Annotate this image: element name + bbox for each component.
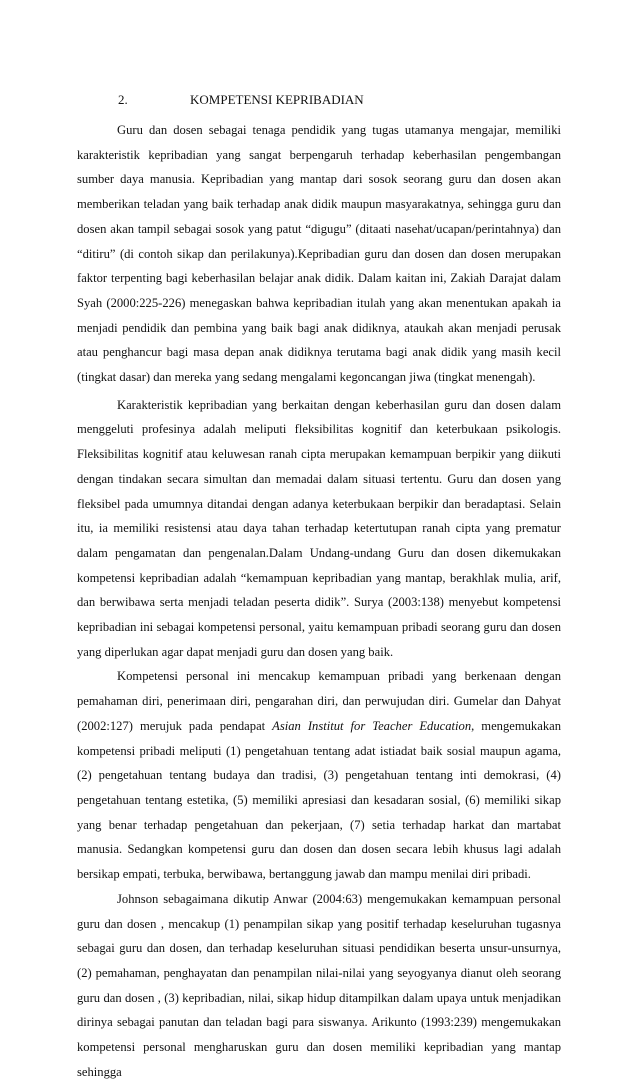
paragraph-1: Guru dan dosen sebagai tenaga pendidik yang tugas utamanya mengajar, memiliki karakteristik kepribadian yang sangat berpengaruh terhadap keberhasilan pengembangan sumber daya manusia. Kepribadian yang mantap dari sosok seorang guru dan dosen akan memberikan teladan yang baik terhadap anak didik maupun masyarakatnya, sehingga guru dan dosen akan tampil sebagai sosok yang patut “digugu” (ditaati nasehat/ucapan/perintahnya) dan “ditiru” (di contoh sikap dan perilakunya).Kepribadian guru dan dosen dan dosen merupakan faktor terpenting bagi keberhasilan belajar anak didik. Dalam kaitan ini, Zakiah Darajat dalam Syah (2000:225-226) menegaskan bahwa kepribadian itulah yang akan menentukan apakah ia menjadi pendidik dan pembina yang baik bagi anak didiknya, ataukah akan menjadi perusak atau penghancur bagi masa depan anak didiknya terutama bagi anak didik yang masih kecil (tingkat dasar) dan mereka yang sedang mengalami kegoncangan jiwa (tingkat menengah). xyxy=(77,123,561,385)
section-title: KOMPETENSI KEPRIBADIAN xyxy=(190,92,364,107)
section-number: 2. xyxy=(118,92,128,107)
paragraph-3-italic-title: Asian Institut for Teacher Education xyxy=(272,718,472,733)
body-text xyxy=(77,118,561,1084)
section-heading xyxy=(118,91,364,109)
paragraph-4: Johnson sebagaimana dikutip Anwar (2004:63) mengemukakan kemampuan personal guru dan dosen , mencakup (1) penampilan sikap yang positif terhadap keseluruhan tugasnya sebagai guru dan dosen, dan terhadap keseluruhan situasi pendidikan beserta unsur-unsurnya, (2) pemahaman, penghayatan dan penampilan nilai-nilai yang seyogyanya dianut oleh seorang guru dan dosen , (3) kepribadian, nilai, sikap hidup ditampilkan dalam upaya untuk menjadikan dirinya sebagai panutan dan teladan bagi para siswanya. Arikunto (1993:239) mengemukakan kompetensi personal mengharuskan guru dan dosen memiliki kepribadian yang mantap sehingga xyxy=(77,891,561,1079)
paragraph-3-text-after: , mengemukakan kompetensi pribadi meliputi (1) pengetahuan tentang adat istiadat baik sosial maupun agama, (2) pengetahuan tentang budaya dan tradisi, (3) pengetahuan tentang inti demokrasi, (4) pengetahuan tentang estetika, (5) memiliki apresiasi dan kesadaran sosial, (6) memiliki sikap yang benar terhadap pengetahuan dan pekerjaan, (7) setia terhadap harkat dan martabat manusia. Sedangkan kompetensi guru dan dosen dan dosen secara lebih khusus lagi adalah bersikap empati, terbuka, berwibawa, bertanggung jawab dan mampu menilai diri pribadi. xyxy=(77,718,562,882)
paragraph-2: Karakteristik kepribadian yang berkaitan dengan keberhasilan guru dan dosen dalam menggeluti profesinya adalah meliputi fleksibilitas kognitif dan keterbukaan psikologis. Fleksibilitas kognitif atau keluwesan ranah cipta merupakan kemampuan berpikir yang diikuti dengan tindakan secara simultan dan memadai dalam situasi tertentu. Guru dan dosen yang fleksibel pada umumnya ditandai dengan adanya keterbukaan berpikir dan beradaptasi. Selain itu, ia memiliki resistensi atau daya tahan terhadap ketertutupan ranah cipta yang prematur dalam pengamatan dan pengenalan.Dalam Undang-undang Guru dan dosen dikemukakan kompetensi kepribadian adalah “kemampuan kepribadian yang mantap, berakhlak mulia, arif, dan berwibawa serta menjadi teladan peserta didik”. Surya (2003:138) menyebut kompetensi kepribadian ini sebagai kompetensi personal, yaitu kemampuan pribadi seorang guru dan dosen yang diperlukan agar dapat menjadi guru dan dosen yang baik. xyxy=(77,397,561,659)
paragraph-3 xyxy=(77,664,561,886)
paragraph-3-text-before: Kompetensi personal ini mencakup kemampuan pribadi yang berkenaan dengan pemahaman diri, penerimaan diri, pengarahan diri, dan perwujudan diri. Gumelar dan Dahyat (2002:127) merujuk pada pendapat xyxy=(77,669,561,733)
